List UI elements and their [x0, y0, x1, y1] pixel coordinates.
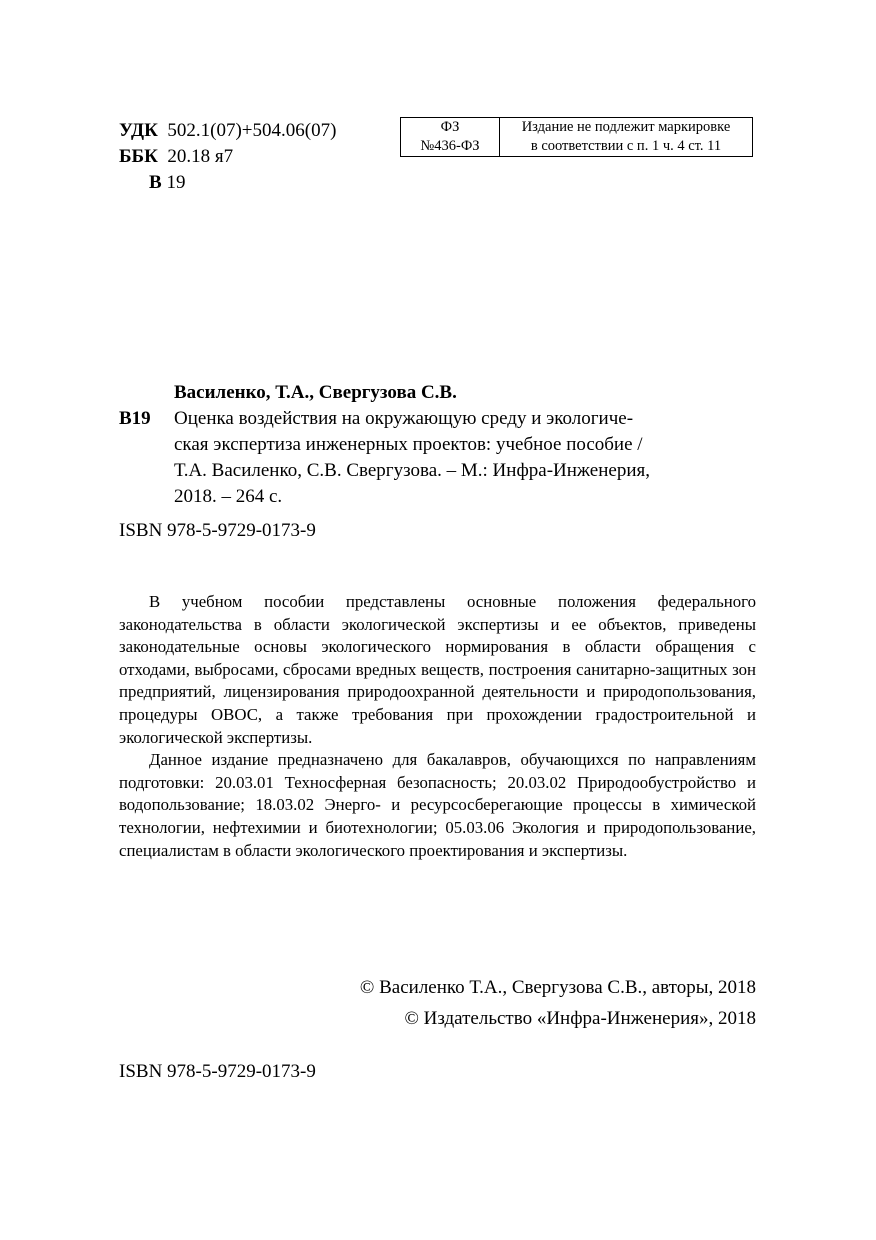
copyright-authors: © Василенко Т.А., Свергузова С.В., авторы, 2018	[359, 977, 756, 998]
law-reference-cell	[401, 118, 500, 157]
description-line: ская экспертиза инженерных проектов: учебное пособие /	[174, 434, 643, 455]
note-line-1: Издание не подлежит маркировке	[521, 119, 731, 135]
abstract-paragraph-2: Данное издание предназначено для бакалавров, обучающихся по направлениям подготовки: 20.03.01 Техносферная безопасность; 20.03.02 Природообустройство и водопользование; 18.03.02 Энерго- и ресурсосберегающие процессы в химической технологии, нефтехимии и биотехнологии; 05.03.06 Экология и природопользование, специалистам в области экологического проектирования и экспертизы.	[119, 750, 756, 860]
author-code: В19	[119, 408, 151, 429]
note-line-2: в соответствии с п. 1 ч. 4 ст. 11	[530, 138, 722, 154]
bbk-label: ББК	[119, 146, 158, 167]
bbk-row	[119, 144, 336, 170]
marking-note-cell	[500, 118, 753, 157]
abstract-paragraph-1: В учебном пособии представлены основные положения федерального законодательства в области экологической экспертизы и ее объектов, приведены законодательные основы экологического нормирования в области обращения с отходами, выбросами, сбросами вредных веществ, построения санитарно-защитных зон предприятий, лицензирования природоохранной деятельности и природопользования, процедуры ОВОС, а также требования при прохождении градостроительной и экологической экспертизы.	[119, 592, 756, 747]
law-line-1: ФЗ	[440, 119, 460, 135]
classification-block	[119, 118, 336, 196]
copyright-publisher: © Издательство «Инфра-Инженерия», 2018	[404, 1008, 756, 1029]
description-line: 2018. – 264 с.	[174, 486, 283, 507]
bibliographic-record	[119, 380, 759, 510]
copyright-block	[360, 972, 756, 1034]
description-line: Оценка воздействия на окружающую среду и экологиче-	[174, 408, 634, 429]
isbn-top: ISBN 978-5-9729-0173-9	[119, 520, 316, 541]
isbn-bottom: ISBN 978-5-9729-0173-9	[119, 1061, 316, 1082]
bbk-value: 20.18 я7	[167, 146, 234, 167]
age-marking-box	[400, 117, 753, 157]
abstract	[119, 591, 756, 862]
author-mark-row	[119, 170, 336, 196]
udk-value: 502.1(07)+504.06(07)	[167, 120, 337, 141]
description-line: Т.А. Василенко, С.В. Свергузова. – М.: Инфра-Инженерия,	[174, 460, 650, 481]
bibliographic-entry	[119, 406, 759, 510]
author-mark-label: В	[149, 172, 162, 193]
authors-heading: Василенко, Т.А., Свергузова С.В.	[174, 382, 457, 403]
author-mark-value: 19	[166, 172, 186, 193]
law-line-2: №436-ФЗ	[420, 138, 480, 154]
bibliographic-description	[174, 406, 714, 510]
udk-label: УДК	[119, 120, 158, 141]
udk-row	[119, 118, 336, 144]
